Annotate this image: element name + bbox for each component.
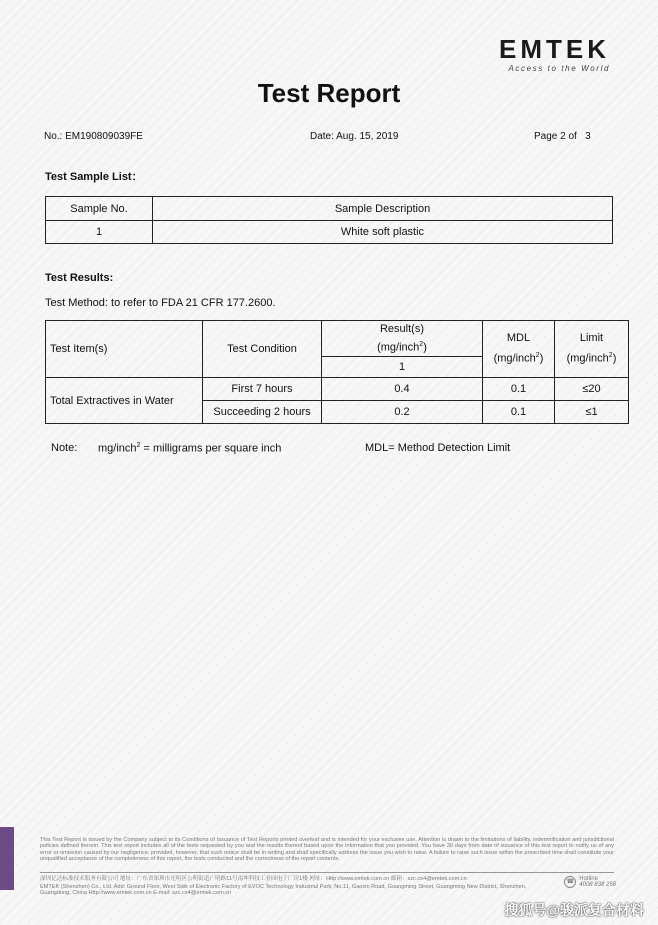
header-sample-description: Sample Description: [153, 197, 613, 221]
logo-tagline: Access to the World: [508, 64, 610, 73]
condition-cell: Succeeding 2 hours: [203, 401, 322, 424]
header-results-unit: (mg/inch: [377, 341, 420, 354]
note-mdl-definition: MDL= Method Detection Limit: [365, 442, 511, 454]
sample-list-table: [45, 196, 613, 244]
header-results: [322, 321, 483, 357]
watermark-text: 搜狐号@骏派复合材料: [504, 902, 644, 918]
header-mdl-unit: (mg/inch: [493, 352, 536, 365]
hotline-number: 4008 838 258: [579, 882, 616, 888]
company-logo: [499, 36, 610, 73]
header-limit: [555, 321, 629, 378]
hotline-label: Hotline: [579, 876, 598, 882]
footer-address-cn: 深圳亿达标准技术服务有限公司 地址：广东省深圳市光明区公明街道广明路11号南坤科技工业园电子厂房1楼 网址：Http://www.emtek.com.cn 邮箱：szc.cs4@emtek.com.cn: [40, 876, 467, 882]
test-item-cell: Total Extractives in Water: [46, 378, 203, 424]
side-accent-bar: [0, 827, 14, 890]
header-results-unit-close: ): [423, 341, 427, 354]
test-results-heading: Test Results:: [45, 272, 114, 284]
table-row: [46, 221, 613, 244]
note-unit: mg/inch: [98, 442, 137, 455]
footer-address-en: EMTEK (Shenzhen) Co., Ltd. Add: Ground Floor, West Side of Electronic Factory of EVOC Technology Industrial Park, No.11, Gaoxin Road, Guangming Street, Guangming New District, Shenzhen, Guangdong, China Http://www.emtek.com.cn E-mail: szc.cs4@emtek.com.cn: [40, 884, 527, 897]
hotline: [564, 876, 616, 888]
header-mdl-unit-close: ): [539, 352, 544, 365]
result-cell: 0.2: [322, 401, 483, 424]
header-mdl-label: MDL: [506, 332, 531, 345]
note-unit-sup: 2: [136, 442, 141, 449]
header-limit-unit: (mg/inch: [566, 352, 609, 365]
header-results-sample-no: 1: [322, 357, 483, 378]
footer-divider: [40, 872, 614, 873]
mdl-cell: 0.1: [483, 401, 555, 424]
header-results-label: Result(s): [379, 322, 424, 335]
page-title: Test Report: [257, 78, 401, 108]
page-indicator: [534, 131, 591, 142]
header-mdl: [483, 321, 555, 378]
report-date: Date: Aug. 15, 2019: [310, 131, 399, 142]
sample-no-cell: 1: [46, 221, 153, 244]
header-limit-unit-sup: 2: [608, 352, 613, 360]
test-method: Test Method: to refer to FDA 21 CFR 177.2600.: [45, 297, 276, 309]
result-cell: 0.4: [322, 378, 483, 401]
table-header-row: [46, 321, 629, 357]
table-row: [46, 378, 629, 401]
note-label: Note:: [51, 442, 78, 454]
header-test-condition: Test Condition: [203, 321, 322, 378]
sample-description-cell: White soft plastic: [153, 221, 613, 244]
report-number: No.: EM190809039FE: [44, 131, 143, 142]
condition-cell: First 7 hours: [203, 378, 322, 401]
limit-cell: ≤20: [555, 378, 629, 401]
test-results-table: [45, 320, 629, 424]
sample-list-heading: Test Sample List：: [45, 171, 143, 183]
note-unit-definition: [98, 442, 281, 455]
footer-disclaimer: This Test Report is issued by the Company subject to its Conditions of Issuance of Test Reports printed overleaf and is intended for your exclusive use. Attention is drawn to the limitations of liability, indemnification and jurisdictional policies defined therein. This test report includes all of the tests requested by you and the results thereof based upon the information that you provided. You have 30 days from date of issuance of this test report to notify us of any error or omission caused by our negligence, provided, however, that such notice shall be in writing and shall specifically address the issue you wish to raise. A failure to raise such issue within the prescribed time shall constitute your unqualified acceptance of the completeness of this report, the tests conducted and the correctness of the report contents.: [40, 837, 614, 863]
table-header-row: [46, 197, 613, 221]
header-limit-unit-close: ): [612, 352, 617, 365]
page-total: 3: [585, 131, 591, 142]
header-sample-no: Sample No.: [46, 197, 153, 221]
header-limit-label: Limit: [579, 332, 604, 345]
limit-cell: ≤1: [555, 401, 629, 424]
mdl-cell: 0.1: [483, 378, 555, 401]
logo-name: EMTEK: [499, 34, 610, 64]
header-test-items: Test Item(s): [46, 321, 203, 378]
note-unit-meaning: = milligrams per square inch: [140, 442, 282, 455]
header-mdl-unit-sup: 2: [535, 352, 540, 360]
page-prefix: Page 2 of: [534, 131, 577, 142]
header-results-unit-sup: 2: [419, 340, 424, 348]
phone-icon: ☎: [564, 876, 576, 888]
